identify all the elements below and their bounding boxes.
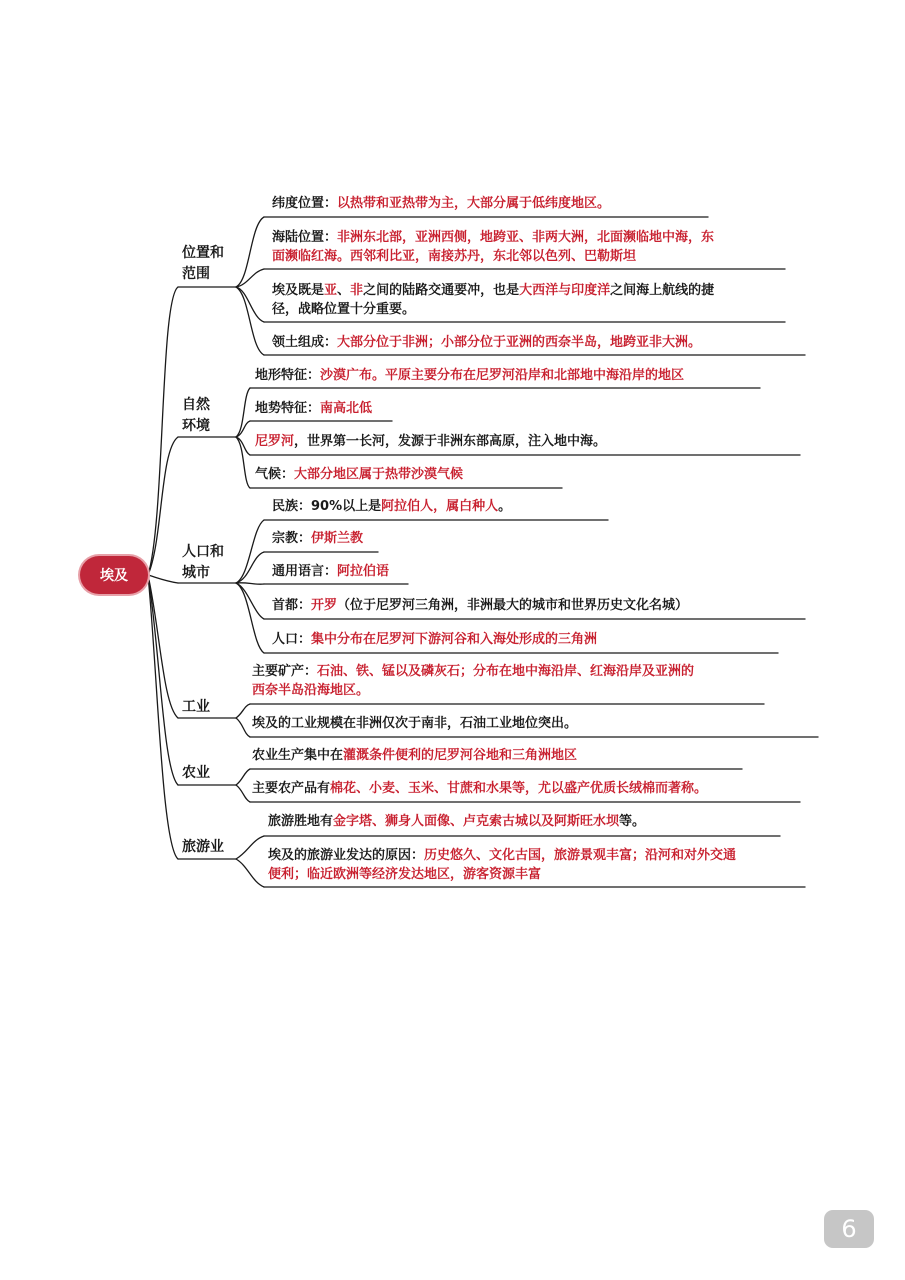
leaf-tourism-sites-value: 金字塔、狮身人面像、卢克索古城以及阿斯旺水坝	[333, 814, 620, 829]
leaf-latitude-label: 纬度位置：	[272, 196, 338, 211]
leaf-terrain	[255, 366, 684, 385]
leaf-capital-note: （位于尼罗河三角洲，非洲最大的城市和世界历史文化名城）	[337, 598, 689, 613]
leaf-transport-r1: 亚	[324, 283, 338, 298]
leaf-tourism-reasons-label: 埃及的旅游业发达的原因：	[268, 848, 425, 863]
leaf-transport-r2: 非	[350, 283, 364, 298]
leaf-agri-area-text: 农业生产集中在	[252, 748, 344, 763]
leaf-ethnicity-end: 。	[498, 499, 512, 514]
leaf-land-sea-line2: 面濒临红海。西邻利比亚，南接苏丹，东北邻以色列、巴勒斯坦	[272, 249, 637, 264]
leaf-ethnicity-label: 民族：	[272, 499, 312, 514]
leaf-ethnicity-text: 90%以上是	[311, 499, 382, 514]
leaf-agri-products-text: 主要农产品有	[252, 781, 331, 796]
page-number-badge	[824, 1210, 874, 1248]
branch-industry-label: 工业	[182, 699, 210, 715]
branch-industry	[182, 697, 242, 718]
leaf-minerals-label: 主要矿产：	[252, 664, 318, 679]
leaf-language-label: 通用语言：	[272, 564, 338, 579]
leaf-ethnicity-value: 阿拉伯人，属白种人	[381, 499, 499, 514]
leaf-latitude-value: 以热带和亚热带为主，大部分属于低纬度地区。	[337, 196, 611, 211]
leaf-language	[272, 562, 389, 581]
branch-environment-line1: 自然	[182, 397, 210, 413]
branch-location-line1: 位置和	[182, 245, 224, 261]
connector-agriculture	[148, 575, 178, 785]
branch-population	[182, 542, 242, 584]
branch-tourism-label: 旅游业	[182, 839, 224, 855]
leaf-tourism-reasons	[268, 846, 736, 884]
leaf-land-sea-line1: 非洲东北部，亚洲西侧，地跨亚、非两大洲，北面濒临地中海，东	[337, 230, 715, 245]
leaf-population-value: 集中分布在尼罗河下游河谷和入海处形成的三角洲	[311, 632, 598, 647]
leaf-industry-scale-text: 埃及的工业规模在非洲仅次于南非，石油工业地位突出。	[252, 716, 578, 731]
leaf-territory-label: 领土组成：	[272, 335, 338, 350]
connector-location	[148, 287, 178, 575]
leaf-minerals-line1: 石油、铁、锰以及磷灰石；分布在地中海沿岸、红海沿岸及亚洲的	[317, 664, 695, 679]
leaf-slope-label: 地势特征：	[255, 401, 321, 416]
leaf-capital	[272, 596, 688, 615]
leaf-religion-label: 宗教：	[272, 531, 312, 546]
leaf-industry-scale	[252, 714, 577, 733]
leaf-minerals	[252, 662, 694, 700]
root-label: 埃及	[100, 568, 128, 584]
leaf-minerals-line2: 西奈半岛沿海地区。	[252, 683, 370, 698]
leaf-tourism-sites-end: 等。	[619, 814, 646, 829]
branch-population-line1: 人口和	[182, 544, 224, 560]
branch-population-line2: 城市	[182, 565, 210, 581]
branch-tourism	[182, 837, 242, 858]
leaf-land-sea	[272, 228, 714, 266]
leaf-nile-name: 尼罗河	[255, 434, 295, 449]
branch-agriculture-label: 农业	[182, 765, 210, 781]
leaf-transport	[272, 281, 714, 319]
leaf-population-label: 人口：	[272, 632, 312, 647]
leaf-transport-t1: 埃及既是	[272, 283, 325, 298]
connector-industry	[148, 575, 178, 718]
connector-population	[148, 575, 178, 583]
branch-environment	[182, 395, 242, 437]
branch-environment-line2: 环境	[182, 418, 210, 434]
root-node-egypt	[80, 556, 148, 594]
leaf-agri-area-value: 灌溉条件便利的尼罗河谷地和三角洲地区	[343, 748, 578, 763]
leaf-climate-label: 气候：	[255, 467, 295, 482]
leaf-tourism-sites-text: 旅游胜地有	[268, 814, 334, 829]
leaf-transport-t2: 、	[337, 283, 351, 298]
leaf-slope-value: 南高北低	[320, 401, 373, 416]
leaf-tourism-reasons-line1: 历史悠久、文化古国，旅游景观丰富；沿河和对外交通	[424, 848, 737, 863]
leaf-language-value: 阿拉伯语	[337, 564, 390, 579]
leaf-agriculture-area	[252, 746, 577, 765]
leaf-climate	[255, 465, 463, 484]
branch-agriculture	[182, 763, 242, 784]
leaf-terrain-value: 沙漠广布。平原主要分布在尼罗河沿岸和北部地中海沿岸的地区	[320, 368, 685, 383]
leaf-capital-label: 首都：	[272, 598, 312, 613]
leaf-population-distribution	[272, 630, 597, 649]
leaf-religion-value: 伊斯兰教	[311, 531, 364, 546]
leaf-terrain-label: 地形特征：	[255, 368, 321, 383]
leaf-tourism-reasons-line2: 便利；临近欧洲等经济发达地区，游客资源丰富	[268, 867, 542, 882]
leaf-capital-value: 开罗	[311, 598, 338, 613]
leaf-religion	[272, 529, 363, 548]
leaf-transport-r3: 大西洋与印度洋	[519, 283, 611, 298]
leaf-slope	[255, 399, 372, 418]
leaf-transport-line2: 径，战略位置十分重要。	[272, 302, 416, 317]
leaf-land-sea-label: 海陆位置：	[272, 230, 338, 245]
leaf-agri-products-value: 棉花、小麦、玉米、甘蔗和水果等，尤以盛产优质长绒棉而著称。	[330, 781, 708, 796]
branch-location-line2: 范围	[182, 266, 210, 282]
leaf-territory	[272, 333, 701, 352]
leaf-transport-t3: 之间的陆路交通要冲，也是	[363, 283, 520, 298]
leaf-tourism-sites	[268, 812, 645, 831]
branch-location	[182, 243, 242, 285]
leaf-ethnicity	[272, 497, 511, 516]
leaf-nile-text: ，世界第一长河，发源于非洲东部高原，注入地中海。	[294, 434, 607, 449]
leaf-transport-t4: 之间海上航线的捷	[610, 283, 715, 298]
leaf-latitude	[272, 194, 610, 213]
leaf-nile	[255, 432, 606, 451]
page-number: 6	[841, 1215, 857, 1243]
leaf-agriculture-products	[252, 779, 707, 798]
leaf-climate-value: 大部分地区属于热带沙漠气候	[294, 467, 464, 482]
leaf-territory-value: 大部分位于非洲；小部分位于亚洲的西奈半岛，地跨亚非大洲。	[337, 335, 702, 350]
